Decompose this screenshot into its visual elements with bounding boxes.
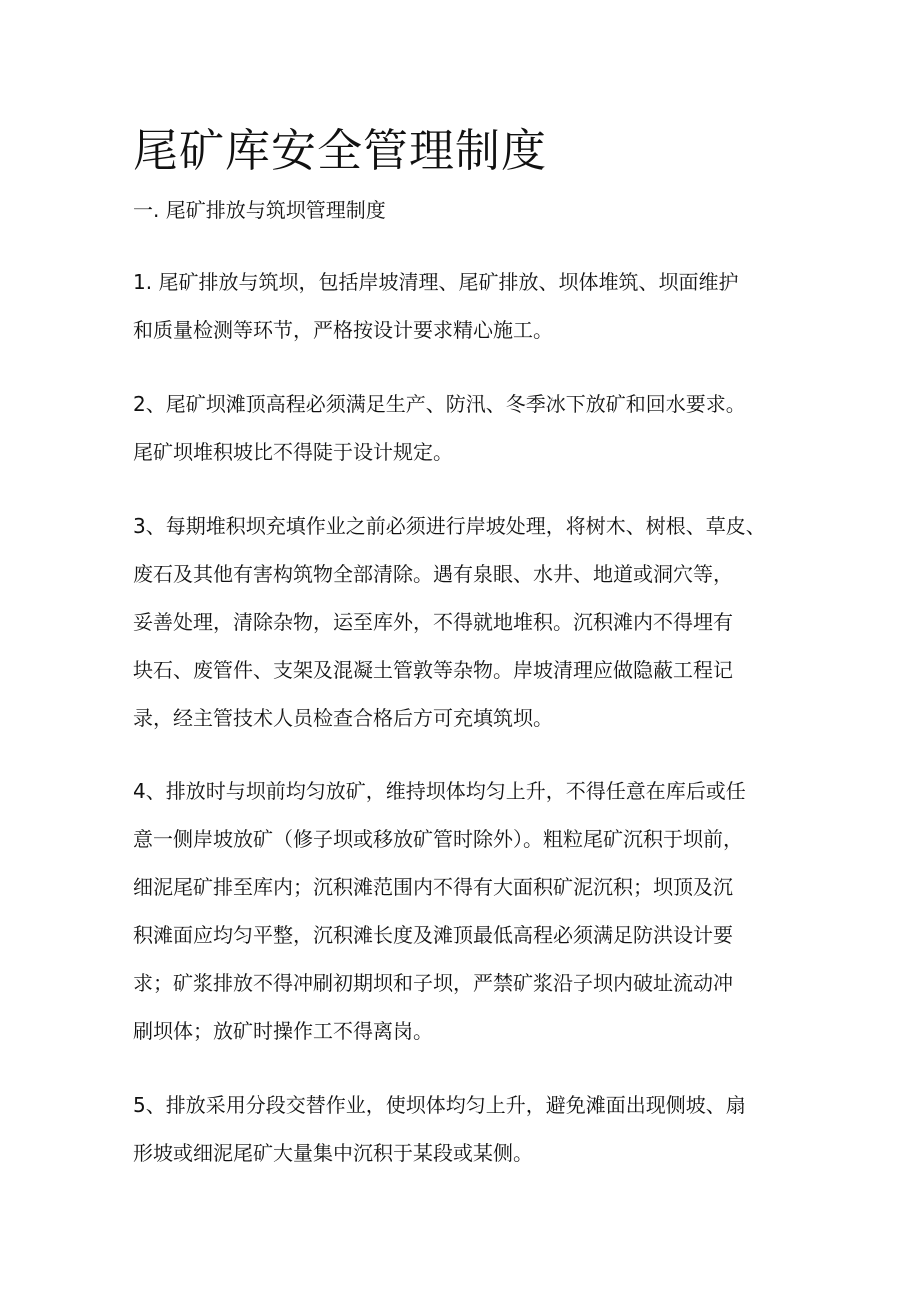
- paragraph-line: 3、每期堆积坝充填作业之前必须进行岸坡处理，将树木、树根、草皮、: [133, 514, 766, 538]
- paragraph-3: [133, 502, 798, 742]
- paragraph-line: 块石、废管件、支架及混凝土管敦等杂物。岸坡清理应做隐蔽工程记: [133, 658, 733, 682]
- paragraph-line: 2、尾矿坝滩顶高程必须满足生产、防汛、冬季冰下放矿和回水要求。: [133, 392, 746, 416]
- paragraph-line: 5、排放采用分段交替作业，使坝体均匀上升，避免滩面出现侧坡、扇: [133, 1093, 746, 1117]
- paragraph-1: [133, 258, 798, 354]
- paragraph-line: 废石及其他有害构筑物全部清除。遇有泉眼、水井、地道或洞穴等，: [133, 562, 733, 586]
- paragraph-line: 和质量检测等环节，严格按设计要求精心施工。: [133, 318, 553, 342]
- paragraph-5: [133, 1081, 798, 1177]
- paragraph-line: 积滩面应均匀平整，沉积滩长度及滩顶最低高程必须满足防洪设计要: [133, 923, 733, 947]
- paragraph-line: 妥善处理，清除杂物，运至库外，不得就地堆积。沉积滩内不得埋有: [133, 610, 733, 634]
- paragraph-line: 刷坝体；放矿时操作工不得离岗。: [133, 1019, 433, 1043]
- document-title: 尾矿库安全管理制度: [133, 124, 548, 177]
- paragraph-line: 细泥尾矿排至库内；沉积滩范围内不得有大面积矿泥沉积；坝顶及沉: [133, 875, 733, 899]
- paragraph-line: 4、排放时与坝前均匀放矿，维持坝体均匀上升，不得任意在库后或任: [133, 779, 746, 803]
- paragraph-2: [133, 380, 798, 476]
- paragraph-line: 意一侧岸坡放矿（修子坝或移放矿管时除外）。粗粒尾矿沉积于坝前，: [133, 827, 743, 851]
- paragraph-line: 尾矿坝堆积坡比不得陡于设计规定。: [133, 440, 453, 464]
- paragraph-line: 录，经主管技术人员检查合格后方可充填筑坝。: [133, 706, 553, 730]
- section-heading: 一. 尾矿排放与筑坝管理制度: [133, 198, 386, 222]
- paragraph-line: 形坡或细泥尾矿大量集中沉积于某段或某侧。: [133, 1141, 533, 1165]
- paragraph-line: 1. 尾矿排放与筑坝，包括岸坡清理、尾矿排放、坝体堆筑、坝面维护: [133, 270, 739, 294]
- paragraph-line: 求；矿浆排放不得冲刷初期坝和子坝，严禁矿浆沿子坝内破址流动冲: [133, 971, 733, 995]
- paragraph-4: [133, 767, 798, 1055]
